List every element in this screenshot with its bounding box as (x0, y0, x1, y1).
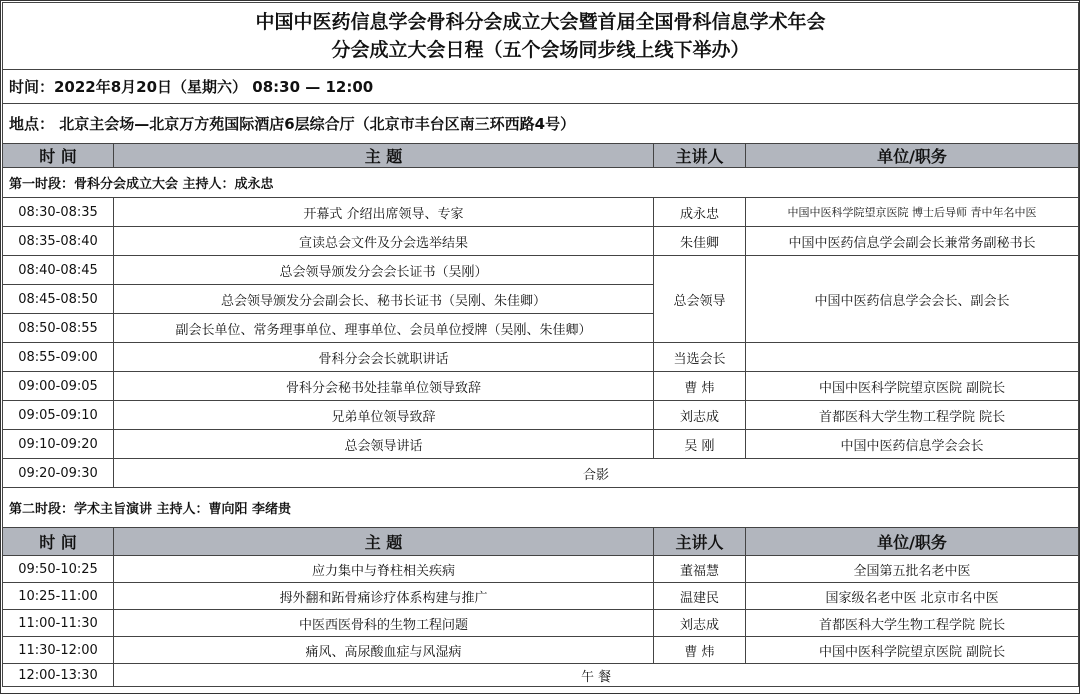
table-row (3, 583, 1079, 610)
row-topic: 骨科分会秘书处挂靠单位领导致辞 (114, 372, 654, 401)
row-topic: 中医西医骨科的生物工程问题 (114, 610, 654, 637)
table-header-2 (3, 528, 1079, 556)
row-speaker: 温建民 (654, 583, 746, 610)
table-row (3, 610, 1079, 637)
title-line-1: 中国中医药信息学会骨科分会成立大会暨首届全国骨科信息学术年会 (255, 11, 826, 33)
header-unit: 单位/职务 (746, 144, 1079, 168)
header-time: 时 间 (3, 528, 114, 556)
row-time: 08:30-08:35 (3, 198, 114, 227)
row-unit: 中国中医科学院望京医院 副院长 (746, 372, 1079, 401)
row-time: 11:30-12:00 (3, 637, 114, 664)
row-time: 09:05-09:10 (3, 401, 114, 430)
row-unit: 中国中医药信息学会会长 (746, 430, 1079, 459)
row-unit: 中国中医科学院望京医院 副院长 (746, 637, 1079, 664)
table-row (3, 556, 1079, 583)
row-unit: 中国中医科学院望京医院 博士后导师 青中年名中医 (746, 198, 1079, 227)
row-topic: 总会领导讲话 (114, 430, 654, 459)
row-time: 08:55-09:00 (3, 343, 114, 372)
row-time: 10:25-11:00 (3, 583, 114, 610)
row-unit: 中国中医药信息学会副会长兼常务副秘书长 (746, 227, 1079, 256)
row-unit: 全国第五批名老中医 (746, 556, 1079, 583)
row-topic: 拇外翻和跖骨痛诊疗体系构建与推广 (114, 583, 654, 610)
row-speaker: 成永忠 (654, 198, 746, 227)
schedule-table (2, 2, 1079, 687)
row-speaker: 当选会长 (654, 343, 746, 372)
table-row (3, 372, 1079, 401)
row-speaker: 吴 刚 (654, 430, 746, 459)
row-topic: 总会领导颁发分会副会长、秘书长证书（吴刚、朱佳卿） (114, 285, 654, 314)
group-unit: 中国中医药信息学会会长、副会长 (746, 256, 1079, 343)
table-row (3, 401, 1079, 430)
row-speaker: 朱佳卿 (654, 227, 746, 256)
row-unit: 国家级名老中医 北京市名中医 (746, 583, 1079, 610)
row-speaker: 刘志成 (654, 610, 746, 637)
group-speaker: 总会领导 (654, 256, 746, 343)
section-1-label: 第一时段：骨科分会成立大会 主持人：成永忠 (3, 168, 1079, 198)
row-speaker: 曹 炜 (654, 372, 746, 401)
row-speaker: 刘志成 (654, 401, 746, 430)
row-time: 12:00-13:30 (3, 664, 114, 687)
row-unit: 首都医科大学生物工程学院 院长 (746, 610, 1079, 637)
row-topic: 应力集中与脊柱相关疾病 (114, 556, 654, 583)
row-time: 08:40-08:45 (3, 256, 114, 285)
row-time: 09:50-10:25 (3, 556, 114, 583)
table-row (3, 256, 1079, 285)
row-topic: 副会长单位、常务理事单位、理事单位、会员单位授牌（吴刚、朱佳卿） (114, 314, 654, 343)
row-topic: 宣读总会文件及分会选举结果 (114, 227, 654, 256)
header-time: 时 间 (3, 144, 114, 168)
row-time: 09:00-09:05 (3, 372, 114, 401)
table-row (3, 459, 1079, 488)
row-time: 08:45-08:50 (3, 285, 114, 314)
header-speaker: 主讲人 (654, 144, 746, 168)
row-unit: 首都医科大学生物工程学院 院长 (746, 401, 1079, 430)
photo-session: 合影 (114, 459, 1079, 488)
title-line-2: 分会成立大会日程（五个会场同步线上线下举办） (331, 39, 750, 61)
table-row (3, 664, 1079, 687)
meeting-time: 时间：2022年8月20日（星期六） 08:30 — 12:00 (3, 70, 1079, 104)
row-time: 11:00-11:30 (3, 610, 114, 637)
header-unit: 单位/职务 (746, 528, 1079, 556)
row-time: 08:50-08:55 (3, 314, 114, 343)
row-topic: 痛风、高尿酸血症与风湿病 (114, 637, 654, 664)
row-topic: 总会领导颁发分会会长证书（吴刚） (114, 256, 654, 285)
table-row (3, 430, 1079, 459)
table-header (3, 144, 1079, 168)
row-topic: 骨科分会会长就职讲话 (114, 343, 654, 372)
table-row (3, 637, 1079, 664)
meeting-place: 地点： 北京主会场—北京万方苑国际酒店6层综合厅（北京市丰台区南三环西路4号） (3, 104, 1079, 144)
row-time: 09:20-09:30 (3, 459, 114, 488)
lunch-break: 午 餐 (114, 664, 1079, 687)
document-title (3, 3, 1079, 70)
row-speaker: 曹 炜 (654, 637, 746, 664)
header-topic: 主 题 (114, 144, 654, 168)
header-speaker: 主讲人 (654, 528, 746, 556)
table-row (3, 227, 1079, 256)
table-row (3, 198, 1079, 227)
table-row (3, 343, 1079, 372)
row-speaker: 董福慧 (654, 556, 746, 583)
section-2-label: 第二时段：学术主旨演讲 主持人：曹向阳 李绪贵 (3, 488, 1079, 528)
row-time: 08:35-08:40 (3, 227, 114, 256)
row-topic: 开幕式 介绍出席领导、专家 (114, 198, 654, 227)
row-unit (746, 343, 1079, 372)
row-time: 09:10-09:20 (3, 430, 114, 459)
header-topic: 主 题 (114, 528, 654, 556)
row-topic: 兄弟单位领导致辞 (114, 401, 654, 430)
